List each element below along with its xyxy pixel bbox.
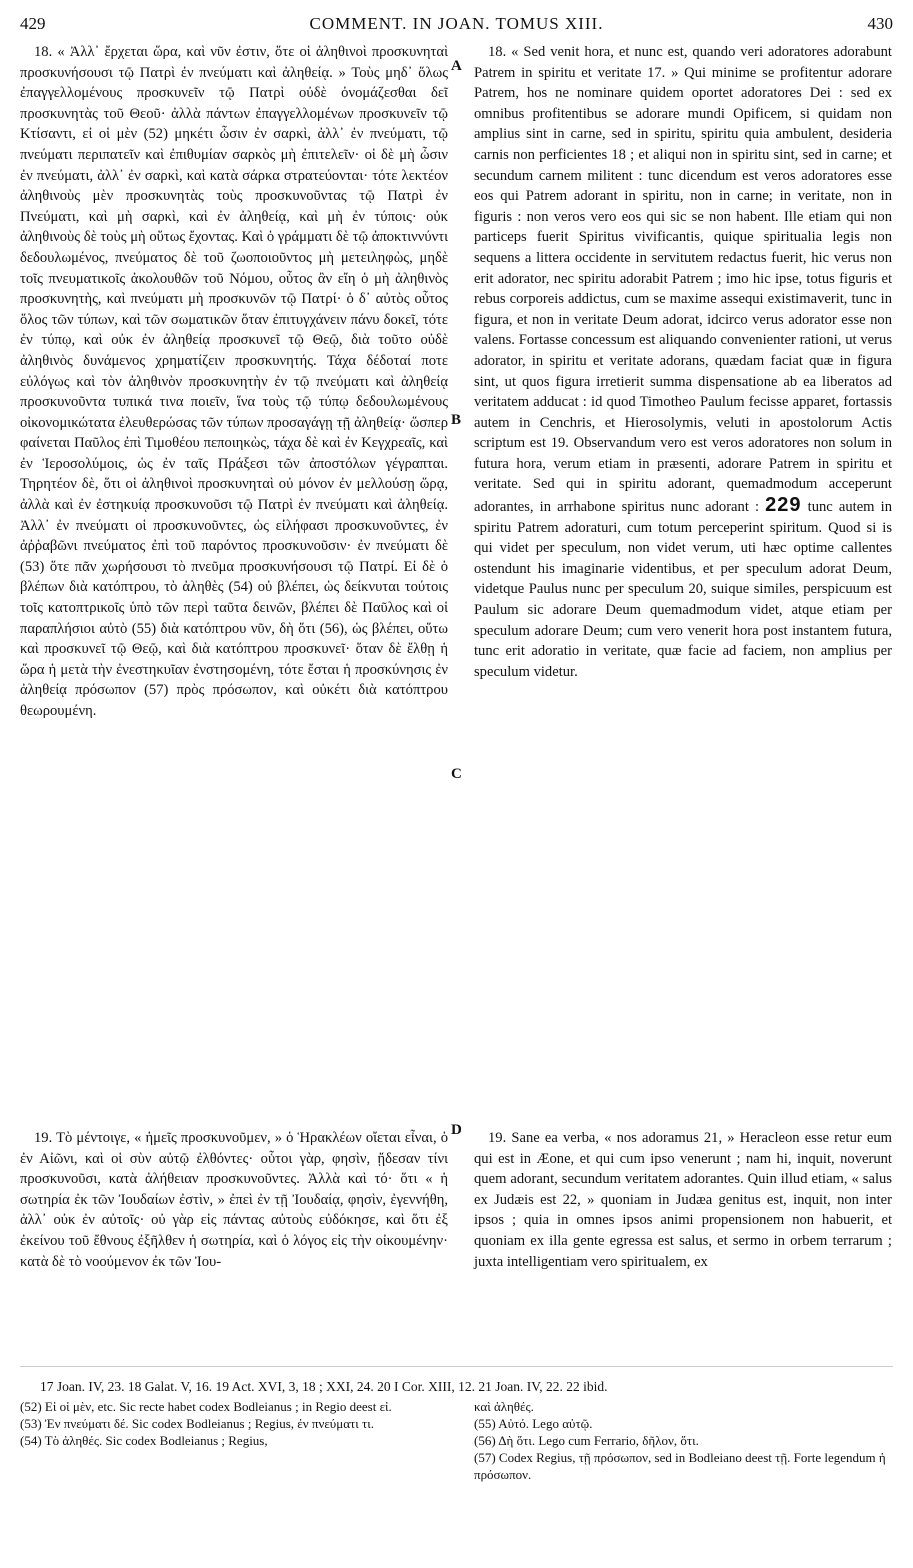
latin-paragraph-19: 19. Sane ea verba, « nos adoramus 21, » Heracleon esse retur eum qui est in Æone, et qui cum ipso venerunt ; nam hi, inquit, noverunt quem adorant, secundum veritatem adorantes. Quin illud etiam, « salus ex Judæis est 22, » quoniam in Judæa genitus est, inquit, non inter ipsos ; quia in omnes ipsos animi propensionem non habuerit, et quoniam ex illa gente egressa est salus, et sermo in orbem terrarum ; juxta intelligentiam vero spiritualem, ex	[474, 1130, 892, 1270]
greek-column	[20, 42, 448, 722]
page-header	[20, 14, 893, 38]
migne-column-number: 229	[765, 494, 802, 517]
footnotes-left	[20, 1398, 450, 1449]
margin-marker-d: D	[451, 1122, 462, 1138]
latin-section-19	[474, 1128, 892, 1272]
page-number-right: 430	[867, 14, 893, 33]
footnote: (56) Δὴ ὅτι. Lego cum Ferrario, δῆλον, ὅτι.	[474, 1433, 699, 1448]
footnote: (57) Codex Regius, τῇ πρόσωπον, sed in Bodleiano deest τῇ. Forte legendum ἡ πρόσωπον.	[474, 1450, 886, 1482]
footnotes-right	[474, 1398, 892, 1483]
footnote: καὶ ἀληθές.	[474, 1399, 534, 1414]
footnote: (54) Τὸ ἀληθές. Sic codex Bodleianus ; Regius,	[20, 1433, 268, 1448]
footnote: (53) Ἐν πνεύματι δέ. Sic codex Bodleianus ; Regius, ἐν πνεύματι τι.	[20, 1416, 374, 1431]
footnote: (52) Εἰ οἱ μὲν, etc. Sic recte habet codex Bodleianus ; in Regio deest εἰ.	[20, 1399, 392, 1414]
margin-marker-c: C	[451, 766, 462, 782]
latin-paragraph-18-part-b: tunc autem in spiritu Patrem adoraturi, cum totum perceperint spiritum. Quod si is qui videt per speculum, non videt verum, uti hæc optime callentes ostendunt his imaginarie videntibus, et per speculum adorat Deum, videtque Paulus nunc per speculum 20, suique similes, perspicuum est Paulum sic adorare Deum quemadmodum videt, atque etiam per speculum adorare Deum; cum vero venerit hora post instantem futura, tunc erit adoratio in veritate, quæ facie ad faciem, non amplius per speculum videtur.	[474, 499, 892, 680]
margin-marker-a: A	[451, 58, 462, 74]
latin-paragraph-18-part-a: 18. « Sed venit hora, et nunc est, quando veri adoratores adorabunt Patrem in spiritu et veritate 17. » Qui minime se profitentur adorare Patrem, hos ne nominare quidem oportet adoratores Dei : sed ex omnibus profitentibus se adorare mundi Opificem, si quidam non amplius sint in carne, sed in spiritu, spiritu quia ambulent, desideria carnis non perficientes 18 ; et aliqui non in spiritu sint, sed in carne; et secundum carnem militent : tunc dicendum est veros adoratores esse eos qui Patrem adorant in spiritu, non in carne; in veritate, non in figuris : non veros vero eos qui sic se non habent. Ille etiam qui non particeps fuerit Spiritus vivificantis, quique spiritualia legis non sequens a littera occidente in servitutem redactus fuerit, hic verus non erit adorator, nec spiritu adorabit Patrem ; imo hic ipse, totus figuris et rebus corporeis addictus, cum se maxime assequi existimaverit, tunc in figura, et non in veritate Deum adorat, idcirco verus adorator esse non valens. Fortasse concessum est aliquando convenienter rationi, ut verus adorator, in spiritu et veritate adorans, quædam faciat quæ in figura sint, ut quos figura irretierit summa dispensatione ab ea liberatos ad veritatem adducat : id quod Timotheo Paulum fecisse apparet, fortassis autem in Cenchris, et Hierosolymis, veluti in apostolorum Actis scriptum est 19. Observandum vero est veros adoratores non solum in futura hora, verum etiam in præsenti, adorare Patrem in spiritu et veritate. Sed qui in spiritu adorant, quemadmodum acceperunt adorantes, in arrhabone spiritus nunc adorant :	[474, 44, 892, 516]
greek-section-19	[20, 1128, 448, 1272]
greek-paragraph-18: 18. « Ἀλλ᾽ ἔρχεται ὥρα, καὶ νῦν ἐστιν, ὅτε οἱ ἀληθινοὶ προσκυνηταὶ προσκυνήσουσι τῷ Πατρὶ ἐν πνεύματι καὶ ἀληθείᾳ. » Τοὺς μηδ᾽ ὅλως ἐπαγγελλομένους προσκυνεῖν τῷ Πατρὶ οὐδὲ ὀνομάζεσθαι δεῖ προσκυνητὰς τοῦ Θεοῦ· ἀλλὰ πάντων ἐπαγγελλομένων προσκυνεῖν τῷ Κτίσαντι, εἰ οἱ μὲν (52) μηκέτι ὦσιν ἐν σαρκὶ, ἀλλ᾽ ἐν πνεύματι, τῷ πνεύματι περιπατεῖν καὶ ἐπιθυμίαν σαρκὸς μὴ ἐπιτελεῖν· οἱ δὲ μὴ ὦσιν ἐν πνεύματι, ἀλλ᾽ ἐν σαρκὶ, καὶ κατὰ σάρκα στρατεύονται· τότε λεκτέον ἀληθινοὺς μὲν προσκυνητὰς τοὺς προσκυνοῦντας τῷ Πατρὶ ἐν Πνεύματι, καὶ μὴ σαρκὶ, καὶ ἐν ἀληθείᾳ, καὶ μὴ ἐν τύποις· οὐκ ἀληθινοὺς δὲ τοὺς μὴ οὕτως ἔχοντας. Καὶ ὁ γράμματι δὲ τῷ ἀποκτιννύντι δεδουλωμένος, πνεύματος δὲ τοῦ ζωοποιοῦντος μὴ μετειληφὼς, μηδὲ τοῖς πνευματικοῖς ἀκολουθῶν τοῦ Νόμου, οὗτος ἂν εἴη ὁ μὴ ἀληθινὸς προσκυνητὴς, καὶ πνεύματι μὴ προσκυνῶν τῷ Πατρί· ὁ δ᾽ αὐτὸς οὗτος ὅλος τῶν τύπων, καὶ τῶν σωματικῶν ὅταν ἐπιτυγχάνειν πάνυ δοκεῖ, τότε ἐν τύπῳ, καὶ οὐκ ἐν ἀληθείᾳ προσκυνεῖ τῷ Θεῷ, διὰ τοῦτο οὐδὲ ἀληθινὸς δυνάμενος χρηματίζειν προσκυνητής. Τάχα δέδοταί ποτε εὐλόγως καὶ τὸν ἀληθινὸν προσκυνητὴν ἐν τῷ πνεύματι καὶ ἀληθείᾳ προσκυνοῦντα τυπικά τινα ποιεῖν, ἵνα τοὺς τῷ τύπῳ δεδουλωμένους οἰκονομικώτατα ἐλευθερώσας τῶν τύπων προσαγάγῃ τῇ ἀληθείᾳ· ὥσπερ φαίνεται Παῦλος ἐπὶ Τιμοθέου πεποιηκὼς, τάχα δὲ καὶ ἐν Κεγχρεαῖς, καὶ ἐν Ἱεροσολύμοις, ὡς ἐν ταῖς Πράξεσι τῶν ἀποστόλων γέγραπται. Τηρητέον δὲ, ὅτι οἱ ἀληθινοὶ προσκυνηταὶ οὐ μόνον ἐν μελλούσῃ ὥρᾳ, ἀλλὰ καὶ ἐν ἐστηκυίᾳ προσκυνοῦσι τῷ Πατρὶ ἐν πνεύματι καὶ ἀληθείᾳ. Ἀλλ᾽ ἐν πνεύματι οἱ προσκυνοῦντες, ὡς εἰλήφασι προσκυνοῦντες, ἐν ἀῤῥαβῶνι πνεύματος ἐπὶ τοῦ παρόντος προσκυνοῦσιν· ἐν πνεύματι δὲ (53) ὅτε πᾶν χωρήσουσι τὸ πνεῦμα προσκυνήσουσι τῷ Πατρί. Εἰ δὲ ὁ βλέπων διὰ κατόπτρου, τὸ ἀληθὲς (54) οὐ βλέπει, ὡς δείκνυται τούτοις τοῖς κατοπτρικοῖς ὑπὸ τῶν περὶ ταῦτα δεινῶν, βλέπει δὲ Παῦλος καὶ οἱ παραπλήσιοι αὐτὸ (55) διὰ κατόπτρου νῦν, δὴ ὅτι (56), ὡς βλέπει, οὕτω καὶ προσκυνεῖ τῷ Θεῷ, καὶ διὰ κατόπτρου προσκυνεῖ· ὅταν δὲ ἔλθῃ ἡ ὥρα ἡ μετὰ τὴν ἐνεστηκυῖαν ἐνστησομένη, τότε ἔσται ἡ προσκύνησις ἐν ἀληθείᾳ πρόσωπον (57) πρὸς πρόσωπον, καὶ οὐκέτι διὰ κατόπτρου θεωρουμένη.	[20, 44, 448, 719]
latin-column	[474, 42, 892, 682]
scripture-references: 17 Joan. IV, 23. 18 Galat. V, 16. 19 Act. XVI, 3, 18 ; XXI, 24. 20 I Cor. XIII, 12. 21 Joan. IV, 22. 22 ibid.	[40, 1379, 608, 1394]
margin-marker-b: B	[451, 412, 462, 428]
latin-paragraph-18	[474, 42, 892, 682]
footnote-divider	[20, 1366, 893, 1367]
greek-paragraph-19: 19. Τὸ μέντοιγε, « ἡμεῖς προσκυνοῦμεν, » ὁ Ἡρακλέων οἴεται εἶναι, ὁ ἐν Αἰῶνι, καὶ οἱ σὺν αὐτῷ ἐλθόντες· οὗτοι γὰρ, φησὶν, ᾔδεσαν τίνι προσκυνοῦσι, κατὰ ἀλήθειαν προσκυνοῦντες. Ἀλλὰ καὶ τό· ὅτι « ἡ σωτηρία ἐκ τῶν Ἰουδαίων ἐστὶν, » ἐπεὶ ἐν τῇ Ἰουδαίᾳ, φησὶν, ἐγεννήθη, ἀλλ᾽ οὐκ ἐν αὐτοῖς· οὐ γὰρ εἰς πάντας αὐτοὺς εὐδόκησε, καὶ ὅτι ἐξ ἐκείνου τοῦ ἔθνους ἐξῆλθεν ἡ σωτηρία, καὶ ὁ λόγος εἰς τὴν οἰκουμένην· κατὰ δὲ τὸ νοούμενον ἐκ τῶν Ἰου-	[20, 1130, 448, 1270]
running-title: COMMENT. IN JOAN. TOMUS XIII.	[309, 14, 604, 33]
footnote: (55) Αὐτό. Lego αὐτῷ.	[474, 1416, 593, 1431]
page-number-left: 429	[20, 14, 46, 33]
